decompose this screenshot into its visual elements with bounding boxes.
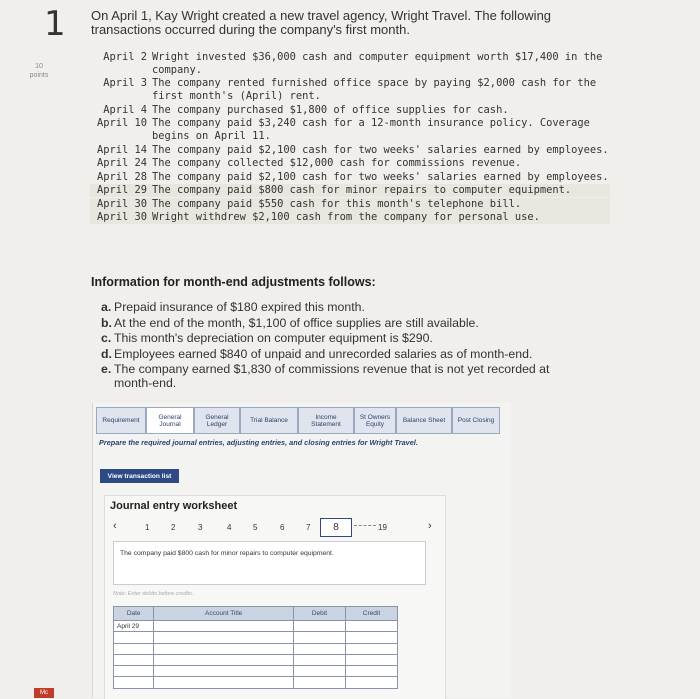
- date-cell[interactable]: [114, 654, 154, 665]
- tab-general-ledger[interactable]: General Ledger: [194, 407, 240, 434]
- transaction-text: The company paid $800 cash for minor repairs to computer equipment.: [152, 184, 572, 197]
- transaction-text: The company paid $2,100 cash for two weeks' salaries earned by employees.: [152, 143, 609, 156]
- adjustment-label: b.: [101, 315, 112, 330]
- tab-requirement[interactable]: Requirement: [96, 407, 146, 434]
- transaction-row: [90, 104, 610, 117]
- table-row: [114, 632, 398, 643]
- date-cell[interactable]: April 29: [114, 621, 154, 632]
- transaction-text: The company paid $3,240 cash for a 12-month insurance policy. Coverage begins on April 11.: [152, 117, 590, 143]
- table-row: [114, 654, 398, 665]
- transaction-text: The company paid $2,100 cash for two weeks' salaries earned by employees.: [152, 170, 609, 183]
- prev-arrow-icon[interactable]: ‹: [113, 520, 117, 532]
- col-debit: Debit: [293, 607, 345, 621]
- adjustments-list: [101, 300, 571, 392]
- tab-post-closing[interactable]: Post Closing: [452, 407, 500, 434]
- transaction-row: [90, 198, 610, 211]
- current-page[interactable]: 8: [320, 518, 352, 537]
- page-4[interactable]: 4: [227, 523, 232, 532]
- transaction-text: The company collected $12,000 cash for commissions revenue.: [152, 157, 522, 170]
- transaction-text: Wright withdrew $2,100 cash from the company for personal use.: [152, 211, 540, 224]
- transaction-text: The company rented furnished office space by paying $2,000 cash for the first month's (April) rent.: [152, 77, 597, 103]
- adjustment-item: [101, 347, 571, 361]
- adjustments-heading: Information for month-end adjustments follows:: [91, 275, 376, 289]
- credit-cell[interactable]: [345, 643, 397, 654]
- debit-cell[interactable]: [293, 654, 345, 665]
- debit-credit-note: Note: Enter debits before credits.: [113, 591, 194, 597]
- page-7[interactable]: 7: [306, 523, 311, 532]
- tab-balance-sheet[interactable]: Balance Sheet: [396, 407, 452, 434]
- transaction-text: The company paid $550 cash for this month's telephone bill.: [152, 197, 522, 210]
- page-2[interactable]: 2: [171, 523, 176, 532]
- transaction-description: The company paid $800 cash for minor repairs to computer equipment.: [113, 541, 426, 585]
- col-credit: Credit: [345, 607, 397, 621]
- instructions-text: Prepare the required journal entries, adjusting entries, and closing entries for Wright Travel.: [99, 438, 418, 447]
- adjustment-text: Employees earned $840 of unpaid and unrecorded salaries as of month-end.: [114, 346, 533, 361]
- view-transaction-list-button[interactable]: View transaction list: [100, 469, 179, 483]
- credit-cell[interactable]: [345, 621, 397, 632]
- adjustment-text: The company earned $1,830 of commissions revenue that is not yet recorded at month-end.: [114, 362, 550, 391]
- transaction-date: April 2: [103, 51, 147, 63]
- date-cell[interactable]: [114, 666, 154, 677]
- transaction-row: [90, 144, 610, 157]
- points-label: 10 points: [29, 63, 49, 79]
- date-cell[interactable]: [114, 677, 154, 688]
- transaction-row: [90, 171, 610, 184]
- date-cell[interactable]: [114, 643, 154, 654]
- adjustment-label: a.: [101, 300, 112, 314]
- transaction-date: April 14: [96, 143, 147, 156]
- tab-owners-equity[interactable]: St Owners Equity: [354, 407, 396, 434]
- adjustment-label: c.: [101, 331, 112, 345]
- debit-cell[interactable]: [293, 677, 345, 688]
- transaction-date: April 4: [103, 103, 147, 116]
- col-account-title: Account Title: [154, 607, 294, 621]
- account-cell[interactable]: [154, 654, 294, 665]
- adjustment-text: This month's depreciation on computer equipment is $290.: [114, 331, 433, 345]
- transaction-date: April 30: [96, 197, 147, 210]
- transaction-row: [90, 211, 610, 224]
- transaction-date: April 10: [96, 117, 147, 130]
- account-cell[interactable]: [154, 643, 294, 654]
- debit-cell[interactable]: [293, 621, 345, 632]
- credit-cell[interactable]: [345, 654, 397, 665]
- table-row: [114, 643, 398, 654]
- credit-cell[interactable]: [345, 666, 397, 677]
- account-cell[interactable]: [154, 632, 294, 643]
- adjustment-label: e.: [101, 362, 112, 376]
- tab-general-journal[interactable]: General Journal: [146, 407, 194, 434]
- table-row: [114, 677, 398, 688]
- date-cell[interactable]: [114, 632, 154, 643]
- debit-cell[interactable]: [293, 643, 345, 654]
- table-row: [114, 666, 398, 677]
- transaction-date: April 29: [96, 184, 147, 197]
- debit-cell[interactable]: [293, 632, 345, 643]
- next-arrow-icon[interactable]: ›: [428, 520, 432, 532]
- table-row: [114, 621, 398, 632]
- transaction-list: [90, 51, 610, 225]
- journal-entry-table: [113, 606, 398, 689]
- page-6[interactable]: 6: [280, 523, 285, 532]
- transaction-row: [90, 117, 610, 143]
- account-cell[interactable]: [154, 621, 294, 632]
- adjustment-text: Prepaid insurance of $180 expired this month.: [114, 300, 365, 314]
- tab-trial-balance[interactable]: Trial Balance: [240, 407, 298, 434]
- adjustment-item: [101, 316, 571, 330]
- transaction-row: [90, 51, 610, 77]
- transaction-date: April 3: [103, 77, 147, 90]
- transaction-date: April 28: [96, 170, 147, 183]
- requirement-tabs: [96, 407, 500, 434]
- adjustment-item: [101, 331, 571, 345]
- page-5[interactable]: 5: [253, 523, 258, 532]
- question-intro: On April 1, Kay Wright created a new travel agency, Wright Travel. The following transactions occurred during the company's first month.: [91, 8, 552, 37]
- col-date: Date: [114, 607, 154, 621]
- transaction-date: April 24: [96, 157, 147, 170]
- adjustment-item: [101, 362, 571, 390]
- transaction-date: April 30: [96, 211, 147, 224]
- credit-cell[interactable]: [345, 677, 397, 688]
- page-1[interactable]: 1: [145, 523, 150, 532]
- worksheet-pagination: [110, 517, 440, 537]
- account-cell[interactable]: [154, 666, 294, 677]
- transaction-row: [90, 184, 610, 197]
- adjustment-label: d.: [101, 346, 112, 361]
- question-number: 1: [44, 4, 66, 44]
- credit-cell[interactable]: [345, 632, 397, 643]
- worksheet-title: Journal entry worksheet: [110, 500, 238, 512]
- transaction-row: [90, 157, 610, 170]
- debit-cell[interactable]: [293, 666, 345, 677]
- page-3[interactable]: 3: [198, 523, 203, 532]
- transaction-text: Wright invested $36,000 cash and computer equipment worth $17,400 in the company.: [152, 51, 603, 76]
- adjustment-item: [101, 300, 571, 314]
- adjustment-text: At the end of the month, $1,100 of office supplies are still available.: [114, 315, 479, 330]
- page-19[interactable]: 19: [378, 523, 387, 532]
- transaction-text: The company purchased $1,800 of office supplies for cash.: [152, 103, 509, 116]
- page-ellipsis: [354, 525, 376, 526]
- transaction-row: [90, 77, 610, 103]
- mc-badge: Mc: [34, 688, 54, 698]
- tab-income-statement[interactable]: Income Statement: [298, 407, 354, 434]
- account-cell[interactable]: [154, 677, 294, 688]
